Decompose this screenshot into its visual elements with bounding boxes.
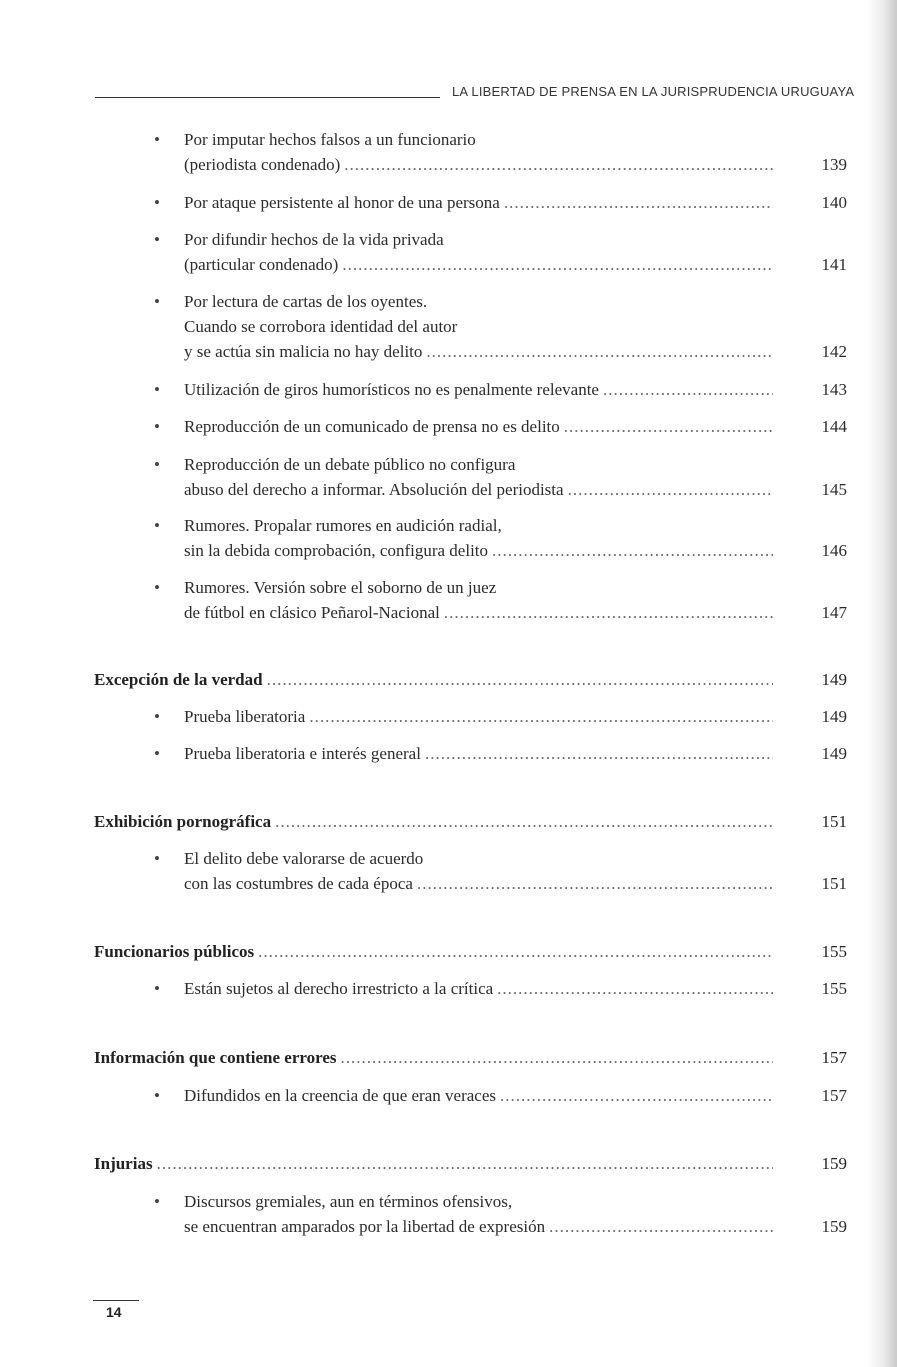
- toc-entry-last-line: [184, 339, 847, 364]
- toc-entry: [154, 1189, 847, 1239]
- toc-entry-last-line: [184, 600, 847, 625]
- dot-leader: [267, 667, 773, 692]
- toc-page-number: 159: [821, 1217, 847, 1236]
- toc-entry-text: Prueba liberatoria e interés general: [184, 744, 421, 763]
- toc-entry: [154, 741, 847, 766]
- bullet-icon: •: [154, 292, 160, 311]
- dot-leader: [444, 600, 773, 625]
- toc-entry-last-line: [184, 741, 847, 766]
- toc-entry-line: Por lectura de cartas de los oyentes.: [184, 292, 428, 311]
- bullet-icon: •: [154, 1086, 160, 1105]
- toc-entry-text: Utilización de giros humorísticos no es penalmente relevante: [184, 380, 599, 399]
- toc-entry-last-line: [94, 809, 847, 834]
- toc-entry-last-line: [184, 477, 847, 502]
- toc-entry-last-line: [94, 1151, 847, 1176]
- toc-entry-line: Por difundir hechos de la vida privada: [184, 230, 444, 249]
- toc-page-number: 149: [821, 670, 847, 689]
- toc-heading-text: Excepción de la verdad: [94, 670, 263, 689]
- toc-entry-text: con las costumbres de cada época: [184, 874, 413, 893]
- toc-page-number: 147: [821, 603, 847, 622]
- toc-section-heading: [94, 939, 847, 964]
- toc-entry: [154, 127, 847, 177]
- toc-entry-text: se encuentran amparados por la libertad de expresión: [184, 1217, 546, 1236]
- bullet-icon: •: [154, 979, 160, 998]
- toc-page-number: 144: [821, 417, 847, 436]
- dot-leader: [603, 377, 773, 402]
- toc-heading-text: Información que contiene errores: [94, 1048, 337, 1067]
- toc-entry-last-line: [184, 414, 847, 439]
- bullet-icon: •: [154, 849, 160, 868]
- toc-heading-text: Funcionarios públicos: [94, 942, 255, 961]
- toc-entry-last-line: [184, 871, 847, 896]
- toc-entry-last-line: [184, 152, 847, 177]
- toc-section-heading: [94, 1151, 847, 1176]
- bullet-icon: •: [154, 744, 160, 763]
- toc-entry-line: Rumores. Versión sobre el soborno de un juez: [184, 578, 497, 597]
- toc-page-number: 146: [821, 541, 847, 560]
- toc-entry-line: Rumores. Propalar rumores en audición radial,: [184, 516, 502, 535]
- running-header: LA LIBERTAD DE PRENSA EN LA JURISPRUDENCIA URUGUAYA: [452, 84, 855, 99]
- bullet-icon: •: [154, 516, 160, 535]
- toc-heading-text: Injurias: [94, 1154, 153, 1173]
- bullet-icon: •: [154, 1192, 160, 1211]
- toc-heading-text: Exhibición pornográfica: [94, 812, 272, 831]
- toc-entry-last-line: [184, 377, 847, 402]
- toc-page-number: 159: [821, 1154, 847, 1173]
- toc-page-number: 151: [821, 874, 847, 893]
- dot-leader: [157, 1151, 773, 1176]
- toc-entry: [154, 513, 847, 563]
- toc-page-number: 140: [821, 193, 847, 212]
- toc-entry-line: Discursos gremiales, aun en términos ofensivos,: [184, 1192, 513, 1211]
- bullet-icon: •: [154, 380, 160, 399]
- dot-leader: [500, 1083, 773, 1108]
- toc-entry-text: (particular condenado): [184, 255, 339, 274]
- toc-page-number: 141: [821, 255, 847, 274]
- toc-page-number: 157: [821, 1086, 847, 1105]
- toc-entry-text: Están sujetos al derecho irrestricto a la crítica: [184, 979, 494, 998]
- toc-entry-last-line: [184, 1083, 847, 1108]
- toc-entry-text: Por ataque persistente al honor de una persona: [184, 193, 500, 212]
- dot-leader: [568, 477, 773, 502]
- dot-leader: [425, 741, 773, 766]
- toc-entry-last-line: [184, 1214, 847, 1239]
- toc-entry: [154, 289, 847, 364]
- bullet-icon: •: [154, 193, 160, 212]
- toc-entry-last-line: [184, 252, 847, 277]
- toc-entry-text: y se actúa sin malicia no hay delito: [184, 342, 423, 361]
- toc-page-number: 151: [821, 812, 847, 831]
- toc-entry: [154, 190, 847, 215]
- dot-leader: [564, 414, 773, 439]
- bullet-icon: •: [154, 707, 160, 726]
- dot-leader: [309, 704, 773, 729]
- toc-page-number: 149: [821, 744, 847, 763]
- toc-entry-last-line: [94, 1045, 847, 1070]
- toc-page-number: 155: [821, 979, 847, 998]
- bullet-icon: •: [154, 230, 160, 249]
- dot-leader: [275, 809, 773, 834]
- toc-entry-text: de fútbol en clásico Peñarol-Nacional: [184, 603, 440, 622]
- bullet-icon: •: [154, 578, 160, 597]
- dot-leader: [417, 871, 773, 896]
- toc-entry: [154, 575, 847, 625]
- bullet-icon: •: [154, 455, 160, 474]
- toc-entry-last-line: [184, 704, 847, 729]
- toc-section-heading: [94, 667, 847, 692]
- toc-entry-last-line: [184, 976, 847, 1001]
- dot-leader: [504, 190, 773, 215]
- toc-entry-line: Cuando se corrobora identidad del autor: [184, 317, 458, 336]
- dot-leader: [342, 252, 773, 277]
- dot-leader: [258, 939, 773, 964]
- toc-entry-text: Prueba liberatoria: [184, 707, 306, 726]
- toc-section-heading: [94, 809, 847, 834]
- toc-entry-text: (periodista condenado): [184, 155, 341, 174]
- toc-entry-text: Reproducción de un comunicado de prensa no es delito: [184, 417, 560, 436]
- toc-page-number: 155: [821, 942, 847, 961]
- folio-page-number: 14: [106, 1304, 122, 1320]
- dot-leader: [426, 339, 773, 364]
- dot-leader: [497, 976, 773, 1001]
- toc-entry-last-line: [94, 667, 847, 692]
- bullet-icon: •: [154, 130, 160, 149]
- dot-leader: [341, 1045, 773, 1070]
- toc-page-number: 142: [821, 342, 847, 361]
- toc-entry: [154, 377, 847, 402]
- toc-entry-last-line: [94, 939, 847, 964]
- toc-entry-last-line: [184, 538, 847, 563]
- toc-page-number: 145: [821, 480, 847, 499]
- toc-page-number: 143: [821, 380, 847, 399]
- footer-rule: [93, 1300, 139, 1301]
- toc-entry-text: abuso del derecho a informar. Absolución del periodista: [184, 480, 564, 499]
- toc-entry: [154, 414, 847, 439]
- toc-entry: [154, 704, 847, 729]
- toc-entry: [154, 452, 847, 502]
- toc-entry-line: Por imputar hechos falsos a un funcionario: [184, 130, 476, 149]
- toc-entry: [154, 227, 847, 277]
- toc-page-number: 149: [821, 707, 847, 726]
- toc-entry-line: Reproducción de un debate público no configura: [184, 455, 516, 474]
- toc-entry: [154, 846, 847, 896]
- toc-section-heading: [94, 1045, 847, 1070]
- bullet-icon: •: [154, 417, 160, 436]
- toc-entry-last-line: [184, 190, 847, 215]
- toc-entry-text: Difundidos en la creencia de que eran veraces: [184, 1086, 496, 1105]
- toc-entry-text: sin la debida comprobación, configura delito: [184, 541, 489, 560]
- dot-leader: [549, 1214, 773, 1239]
- toc-entry: [154, 976, 847, 1001]
- dot-leader: [492, 538, 773, 563]
- toc-page-number: 157: [821, 1048, 847, 1067]
- dot-leader: [344, 152, 773, 177]
- toc-page-number: 139: [821, 155, 847, 174]
- toc-entry-line: El delito debe valorarse de acuerdo: [184, 849, 424, 868]
- toc-entry: [154, 1083, 847, 1108]
